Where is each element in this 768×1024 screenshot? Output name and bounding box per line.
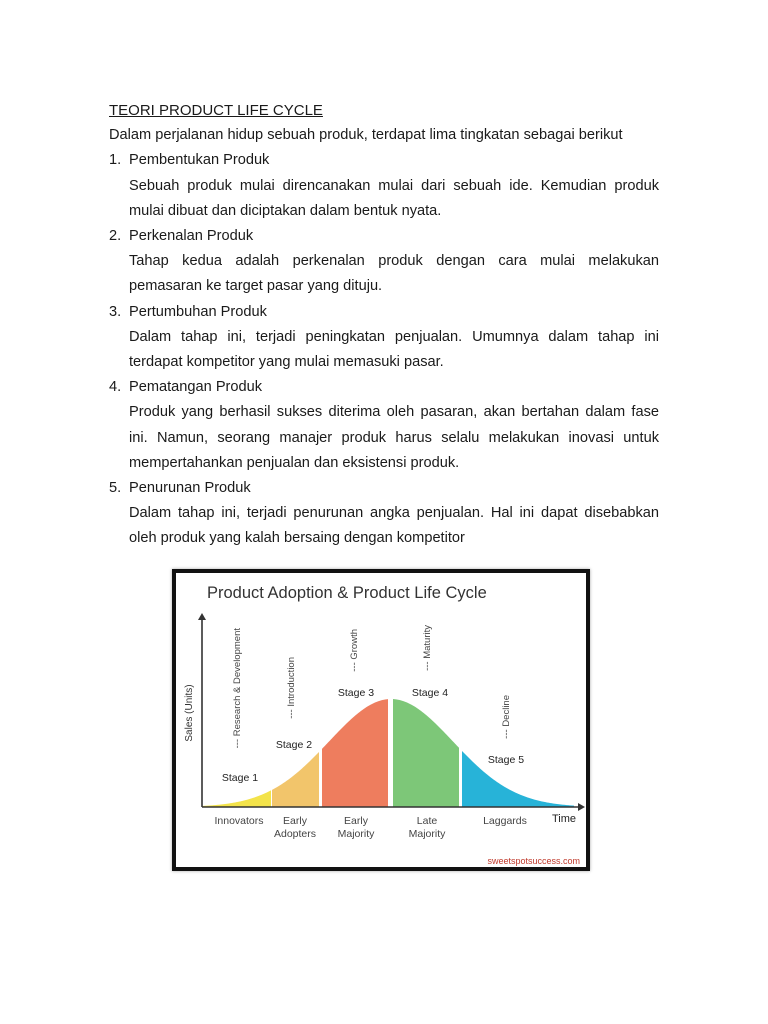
item-number: 5. [109,480,122,497]
list-item [109,300,659,376]
document-intro: Dalam perjalanan hidup sebuah produk, terdapat lima tingkatan sebagai berikut [109,127,623,144]
list-item [109,375,659,476]
adopter-label: Innovators [214,815,264,827]
stage-region [322,699,388,807]
adopter-label: Early [283,815,307,827]
stage-region [202,790,271,807]
figure-title: Product Adoption & Product Life Cycle [207,584,487,602]
item-number: 3. [109,303,122,320]
stage-label: Stage 5 [487,754,525,766]
stage-label: Stage 4 [411,687,449,699]
stage-region [272,752,319,807]
adopter-label: Majority [408,828,446,840]
adopter-label: Early [344,815,368,827]
document-title: TEORI PRODUCT LIFE CYCLE [109,102,323,119]
list-item [109,224,659,300]
stage-region [393,699,459,807]
item-heading: Pematangan Produk [129,379,263,396]
x-axis-arrow [578,803,585,811]
credit-text: sweetspotsuccess.com [487,856,580,866]
phase-label: --- Introduction [286,657,297,719]
phase-label: --- Decline [501,695,512,739]
y-axis-label: Sales (Units) [184,684,195,742]
item-number: 2. [109,228,122,245]
adopter-label: Laggards [483,815,527,827]
stage-label: Stage 1 [221,772,259,784]
phase-label: --- Research & Development [232,628,243,749]
item-description: Tahap kedua adalah perkenalan produk dengan cara mulai melakukan pemasaran ke target pasar yang dituju. [129,253,659,295]
life-cycle-diagram [176,573,586,867]
item-description: Dalam tahap ini, terjadi peningkatan penjualan. Umumnya dalam tahap ini terdapat kompetitor yang mulai memasuki pasar. [129,328,659,371]
x-axis-label: Time [551,813,577,825]
phase-label: --- Growth [349,629,360,672]
stage-label: Stage 3 [337,687,375,699]
item-description: Sebuah produk mulai direncanakan mulai dari sebuah ide. Kemudian produk mulai dibuat dan diciptakan dalam bentuk nyata. [129,177,659,219]
item-heading: Pembentukan Produk [129,152,270,169]
product-life-cycle-figure [172,569,590,871]
item-description: Dalam tahap ini, terjadi penurunan angka penjualan. Hal ini dapat disebabkan oleh produk yang kalah bersaing dengan kompetitor [129,505,659,547]
phase-label: --- Maturity [422,625,433,671]
adopter-label: Late [416,815,438,827]
y-axis-arrow [198,613,206,620]
item-heading: Penurunan Produk [129,480,251,497]
item-heading: Pertumbuhan Produk [129,303,267,320]
document-body [109,98,659,552]
item-heading: Perkenalan Produk [129,228,254,245]
item-description: Produk yang berhasil sukses diterima oleh pasaran, akan bertahan dalam fase ini. Namun, seorang manajer produk harus selalu melakukan inovasi untuk mempertahankan penjualan dan eksistensi produk. [129,404,659,471]
list-item [109,476,659,552]
adopter-label: Adopters [273,828,317,840]
item-number: 1. [109,152,122,169]
list-item [109,148,659,224]
stage-label: Stage 2 [275,739,313,751]
adopter-label: Majority [337,828,375,840]
item-number: 4. [109,379,122,396]
